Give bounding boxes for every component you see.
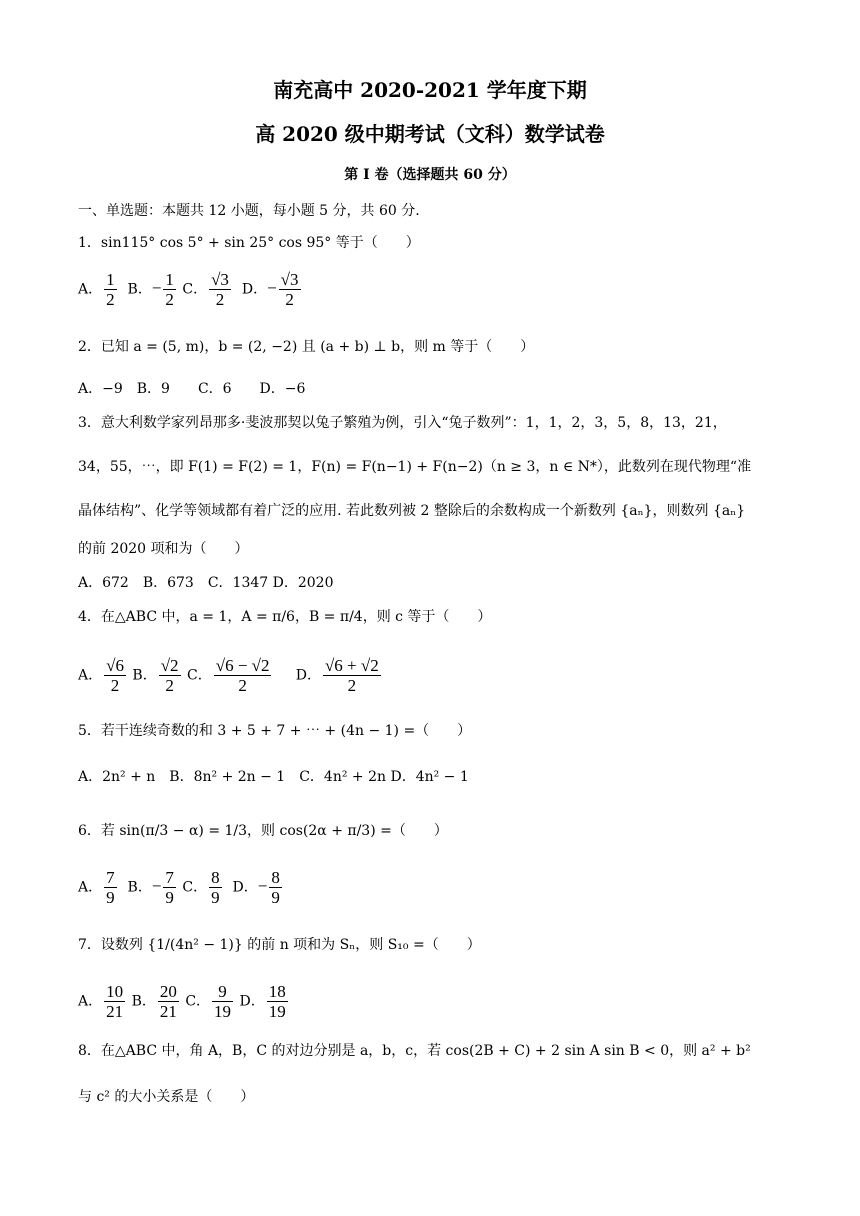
question-4-stem: 4．在△ABC 中，a = 1，A = π/6，B = π/4，则 c 等于（ ） [78, 609, 492, 625]
question-7-options: A． $\frac{10}{21}$ B． $\frac{20}{21}$ C． $\frac{9}{19}$ D． $\frac{18}{19}$ [78, 982, 286, 1021]
question-1-stem: 1．sin115° cos 5° + sin 25° cos 95° 等于（ ） [78, 235, 420, 251]
question-3-line-4: 的前 2020 项和为（ ） [78, 541, 249, 557]
question-3-options: A．672 B．673 C．1347 D．2020 [78, 575, 334, 591]
question-3-line-2: 34，55，⋯，即 F(1) = F(2) = 1，F(n) = F(n−1) + F(n−2)（n ≥ 3，n ∈ N*），此数列在现代物理“准 [78, 459, 752, 475]
question-1-options: A． $\frac{1}{2}$ B．− $\frac{1}{2}$ C． $\frac{√3}{2}$ D．− $\frac{√3}{2}$ [78, 270, 299, 309]
question-8-line-2: 与 c² 的大小关系是（ ） [78, 1089, 255, 1105]
instructions: 一、单选题：本题共 12 小题，每小题 5 分，共 60 分. [78, 203, 420, 219]
question-7-stem: 7．设数列 {1/(4n² − 1)} 的前 n 项和为 Sₙ，则 S₁₀ =（ ） [78, 937, 481, 953]
question-6-options: A． $\frac{7}{9}$ B．− $\frac{7}{9}$ C． $\frac{8}{9}$ D．− $\frac{8}{9}$ [78, 868, 280, 907]
exam-title-course: 高 2020 级中期考试（文科）数学试卷 [255, 122, 605, 146]
question-5-stem: 5．若干连续奇数的和 3 + 5 + 7 + ⋯ + (4n − 1) =（ ） [78, 723, 472, 739]
question-3-line-1: 3．意大利数学家列昂那多·斐波那契以兔子繁殖为例，引入“兔子数列”：1，1，2，3，5，8，13，21， [78, 415, 727, 431]
question-8-line-1: 8．在△ABC 中，角 A，B，C 的对边分别是 a，b，c，若 cos(2B + C) + 2 sin A sin B < 0，则 a² + b² [78, 1043, 751, 1059]
section-title: 第 I 卷（选择题共 60 分） [344, 167, 516, 183]
question-2-options: A．−9 B．9 C．6 D．−6 [78, 381, 306, 397]
question-3-line-3: 晶体结构”、化学等领域都有着广泛的应用. 若此数列被 2 整除后的余数构成一个新数列 {aₙ}，则数列 {aₙ} [78, 503, 746, 519]
question-4-options: A． $\frac{√6}{2}$ B． $\frac{√2}{2}$ C． $\frac{√6 - √2}{2}$ D． $\frac{√6 + √2}{2}$ [78, 656, 379, 695]
question-2-stem: 2．已知 a = (5, m)，b = (2, −2) 且 (a + b) ⊥ b，则 m 等于（ ） [78, 339, 535, 355]
exam-title-school: 南充高中 2020-2021 学年度下期 [273, 78, 587, 102]
question-6-stem: 6．若 sin(π/3 − α) = 1/3，则 cos(2α + π/3) =（ ） [78, 823, 448, 839]
question-5-options: A．2n² + n B．8n² + 2n − 1 C．4n² + 2n D．4n² − 1 [78, 769, 469, 785]
